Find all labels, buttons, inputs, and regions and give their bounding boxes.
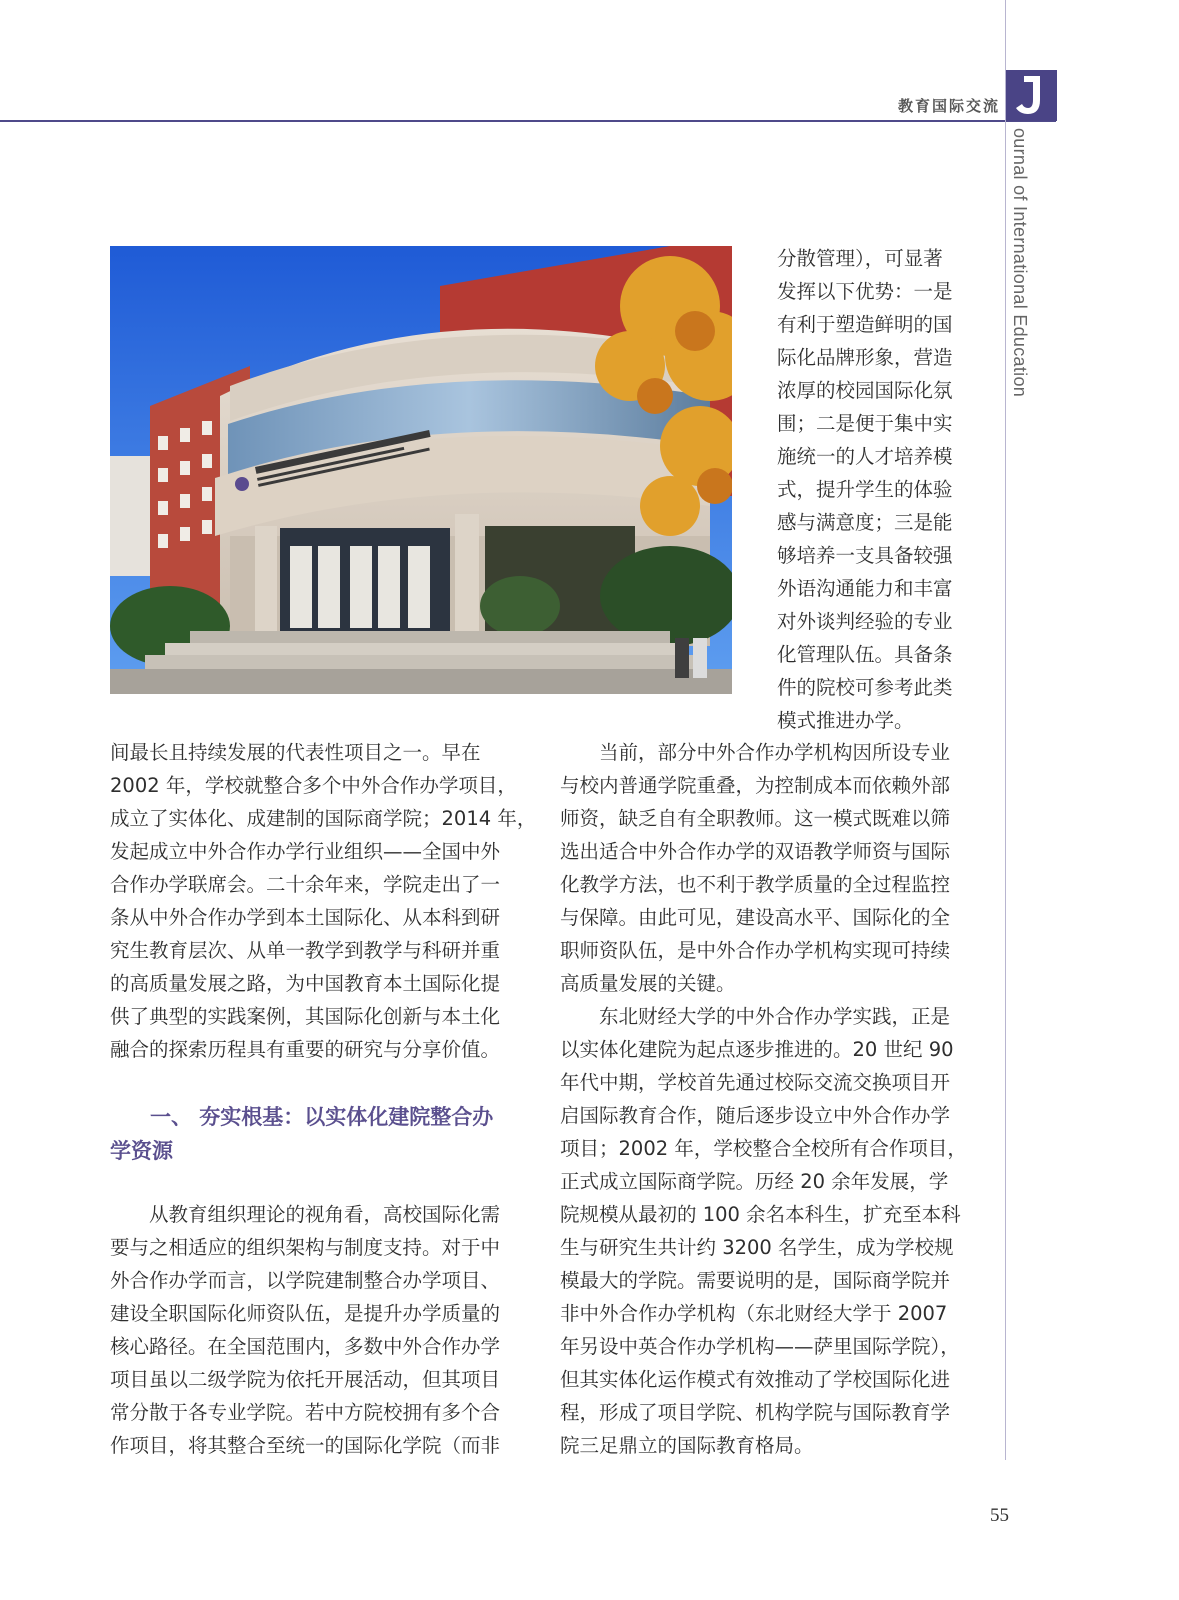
text-line: 分散管理），可显著	[777, 247, 943, 270]
text-column-right	[560, 736, 967, 1462]
text-line: 条从中外合作办学到本土国际化、从本科到研	[110, 906, 501, 929]
text-line: 外合作办学而言，以学院建制整合办学项目、	[110, 1269, 501, 1292]
section-heading	[110, 1100, 520, 1168]
text-line: 选出适合中外合作办学的双语教学师资与国际	[560, 840, 951, 863]
journal-title: 教育国际交流	[897, 97, 1000, 115]
text-line: 化教学方法，也不利于教学质量的全过程监控	[560, 873, 951, 896]
section-heading-line: 学资源	[110, 1138, 173, 1163]
text-line: 的高质量发展之路，为中国教育本土国际化提	[110, 972, 501, 995]
text-line: 够培养一支具备较强	[777, 544, 953, 567]
text-line: 成立了实体化、成建制的国际商学院；2014 年，	[110, 807, 537, 830]
margin-rule	[1005, 0, 1006, 1460]
text-line: 年另设中英合作办学机构——萨里国际学院），	[560, 1335, 960, 1358]
text-line: 年代中期，学校首先通过校际交流交换项目开	[560, 1071, 951, 1094]
text-line: 非中外合作办学机构（东北财经大学于 2007	[560, 1302, 948, 1325]
text-line: 师资，缺乏自有全职教师。这一模式既难以筛	[560, 807, 951, 830]
text-line: 际化品牌形象，营造	[777, 346, 953, 369]
text-line: 合作办学联席会。二十余年来，学院走出了一	[110, 873, 501, 896]
text-line: 但其实体化运作模式有效推动了学校国际化进	[560, 1368, 951, 1391]
text-line: 建设全职国际化师资队伍，是提升办学质量的	[110, 1302, 501, 1325]
text-column-left-lower	[110, 1198, 514, 1462]
text-line: 感与满意度；三是能	[777, 511, 953, 534]
text-line: 间最长且持续发展的代表性项目之一。早在	[110, 741, 481, 764]
page-number: 55	[990, 1505, 1009, 1526]
text-line: 件的院校可参考此类	[777, 676, 953, 699]
text-line: 启国际教育合作，随后逐步设立中外合作办学	[560, 1104, 951, 1127]
text-line: 以实体化建院为起点逐步推进的。20 世纪 90	[560, 1038, 954, 1061]
text-line: 正式成立国际商学院。历经 20 余年发展，学	[560, 1170, 949, 1193]
text-column-right-top	[777, 242, 967, 737]
text-line: 项目虽以二级学院为依托开展活动，但其项目	[110, 1368, 501, 1391]
text-line: 与校内普通学院重叠，为控制成本而依赖外部	[560, 774, 951, 797]
text-line: 有利于塑造鲜明的国	[777, 313, 953, 336]
text-line: 模最大的学院。需要说明的是，国际商学院并	[560, 1269, 951, 1292]
text-line: 职师资队伍，是中外合作办学机构实现可持续	[560, 939, 951, 962]
text-line: 东北财经大学的中外合作办学实践，正是	[560, 1005, 951, 1028]
text-line: 2002 年，学校就整合多个中外合作办学项目，	[110, 774, 517, 797]
text-line: 究生教育层次、从单一教学到教学与科研并重	[110, 939, 501, 962]
building-photo	[110, 246, 732, 694]
header-rule	[0, 120, 1056, 122]
text-line: 化管理队伍。具备条	[777, 643, 953, 666]
text-line: 生与研究生共计约 3200 名学生，成为学校规	[560, 1236, 954, 1259]
text-line: 发起成立中外合作办学行业组织——全国中外	[110, 840, 501, 863]
text-line: 外语沟通能力和丰富	[777, 577, 953, 600]
text-line: 融合的探索历程具有重要的研究与分享价值。	[110, 1038, 501, 1061]
text-line: 施统一的人才培养模	[777, 445, 953, 468]
text-line: 要与之相适应的组织架构与制度支持。对于中	[110, 1236, 501, 1259]
text-line: 供了典型的实践案例，其国际化创新与本土化	[110, 1005, 501, 1028]
text-line: 作项目，将其整合至统一的国际化学院（而非	[110, 1434, 501, 1457]
text-line: 围；二是便于集中实	[777, 412, 953, 435]
journal-logo	[1006, 70, 1057, 121]
text-line: 项目；2002 年，学校整合全校所有合作项目，	[560, 1137, 967, 1160]
text-line: 高质量发展的关键。	[560, 972, 736, 995]
text-line: 与保障。由此可见，建设高水平、国际化的全	[560, 906, 951, 929]
section-heading-line: 一、 夯实根基：以实体化建院整合办	[150, 1104, 494, 1129]
text-line: 核心路径。在全国范围内，多数中外合作办学	[110, 1335, 501, 1358]
text-line: 院规模从最初的 100 余名本科生，扩充至本科	[560, 1203, 961, 1226]
journal-logo-letter	[1006, 70, 1057, 121]
text-column-left	[110, 736, 537, 1066]
text-line: 院三足鼎立的国际教育格局。	[560, 1434, 814, 1457]
text-line: 程，形成了项目学院、机构学院与国际教育学	[560, 1401, 951, 1424]
text-line: 发挥以下优势：一是	[777, 280, 953, 303]
journal-title-en: ournal of International Education	[1010, 128, 1030, 398]
text-line: 式，提升学生的体验	[777, 478, 953, 501]
text-line: 模式推进办学。	[777, 709, 914, 732]
text-line: 浓厚的校园国际化氛	[777, 379, 953, 402]
text-line: 常分散于各专业学院。若中方院校拥有多个合	[110, 1401, 501, 1424]
text-line: 从教育组织理论的视角看，高校国际化需	[110, 1203, 501, 1226]
text-line: 当前，部分中外合作办学机构因所设专业	[560, 741, 951, 764]
text-line: 对外谈判经验的专业	[777, 610, 953, 633]
